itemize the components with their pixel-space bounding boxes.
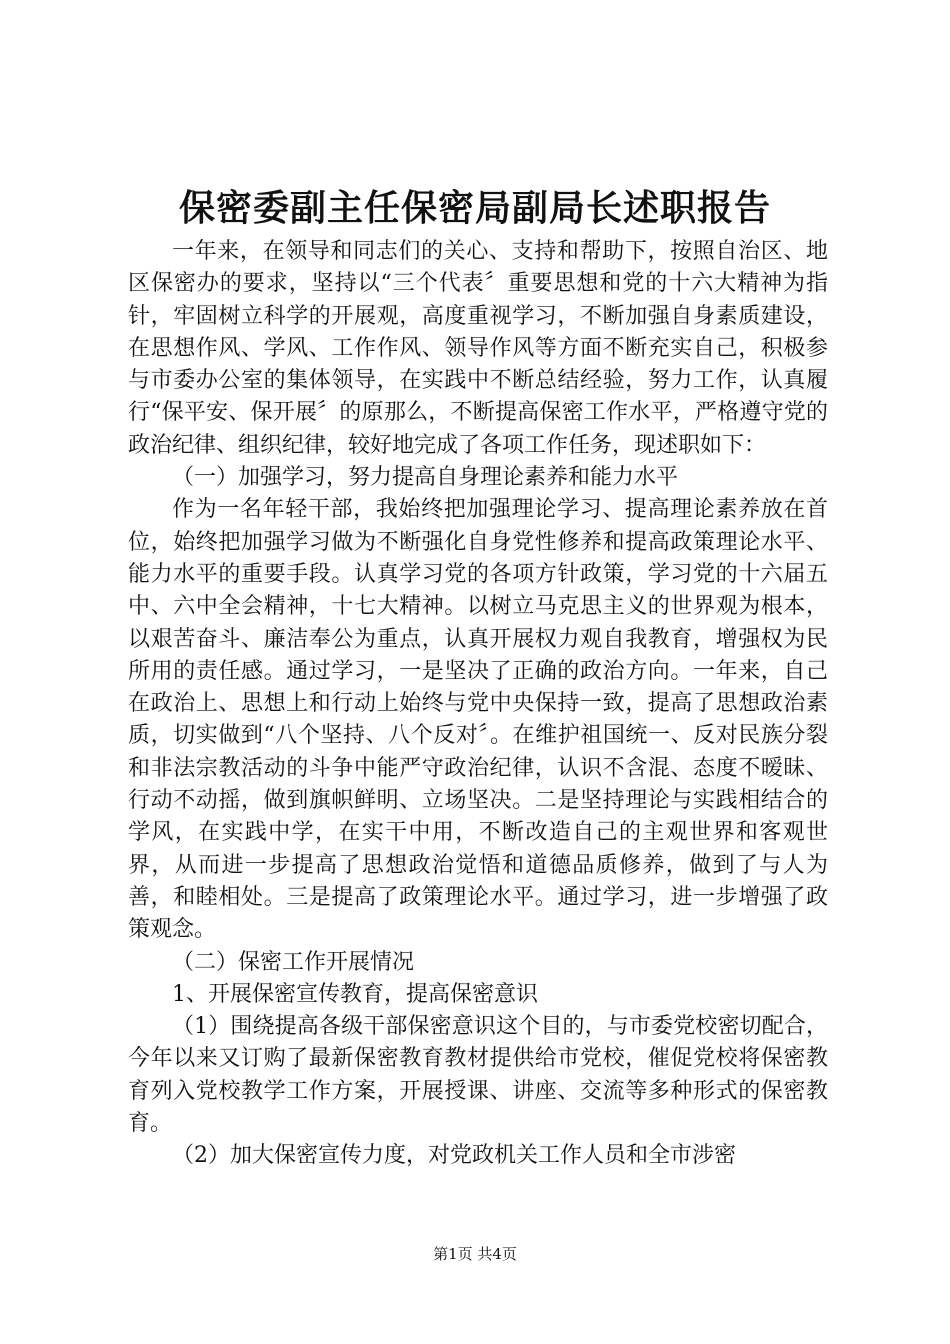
paragraph-intro: 一年来，在领导和同志们的关心、支持和帮助下，按照自治区、地区保密办的要求，坚持以“三个代表〞重要思想和党的十六大精神为指针，牢固树立科学的开展观，高度重视学习，不断加强自身素质建设，在思想作风、学风、工作作风、领导作风等方面不断充实自己，积极参与市委办公室的集体领导，在实践中不断总结经验，努力工作，认真履行“保平安、保开展〞的原那么，不断提高保密工作水平，严格遵守党的政治纪律、组织纪律，较好地完成了各项工作任务，现述职如下： bbox=[128, 239, 828, 458]
paragraph-study: 作为一名年轻干部，我始终把加强理论学习、提高理论素养放在首位，始终把加强学习做为不断强化自身党性修养和提高政策理论水平、能力水平的重要手段。认真学习党的各项方针政策，学习党的十六届五中、六中全会精神，十七大精神。以树立马克思主义的世界观为根本，以艰苦奋斗、廉洁奉公为重点，认真开展权力观自我教育，增强权为民所用的责任感。通过学习，一是坚决了正确的政治方向。一年来，自己在政治上、思想上和行动上始终与党中央保持一致，提高了思想政治素质，切实做到“八个坚持、八个反对〞。在维护祖国统一、反对民族分裂和非法宗教活动的斗争中能严守政治纪律，认识不含混、态度不暧昧、行动不动摇，做到旗帜鲜明、立场坚决。二是坚持理论与实践相结合的学风，在实践中学，在实干中用，不断改造自己的主观世界和客观世界，从而进一步提高了思想政治觉悟和道德品质修养，做到了与人为善，和睦相处。三是提高了政策理论水平。通过学习，进一步增强了政策观念。 bbox=[128, 497, 828, 943]
document-title: 保密委副主任保密局副局长述职报告 bbox=[178, 187, 771, 229]
paragraph-item-2: （2）加大保密宣传力度，对党政机关工作人员和全市涉密 bbox=[172, 1143, 736, 1169]
subsection-heading-publicity: 1、开展保密宣传教育，提高保密意识 bbox=[172, 981, 538, 1007]
section-heading-work: （二）保密工作开展情况 bbox=[172, 949, 415, 975]
page-number: 第1页 共4页 bbox=[433, 1245, 517, 1263]
document-body bbox=[128, 236, 828, 1173]
section-heading-study: （一）加强学习，努力提高自身理论素养和能力水平 bbox=[172, 465, 679, 491]
paragraph-item-1: （1）围绕提高各级干部保密意识这个目的，与市委党校密切配合，今年以来又订购了最新保密教育教材提供给市党校，催促党校将保密教育列入党校教学工作方案，开展授课、讲座、交流等多种形式的保密教育。 bbox=[128, 1014, 828, 1137]
